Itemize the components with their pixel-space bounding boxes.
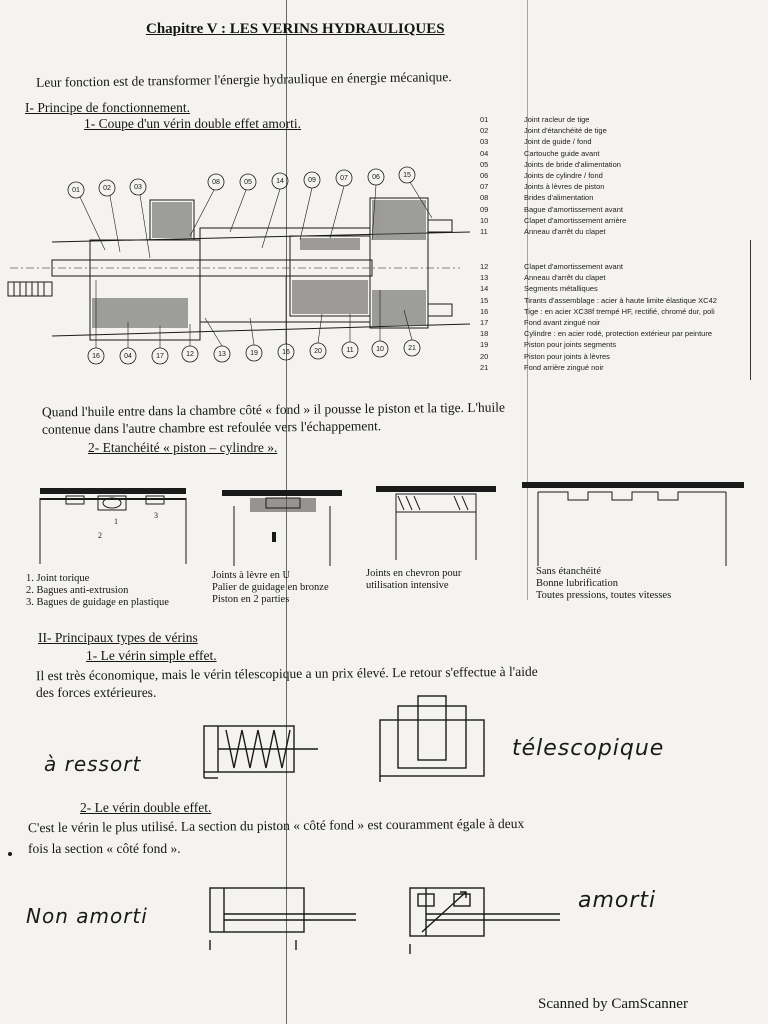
section2-heading: II- Principaux types de vérins (38, 630, 198, 645)
cylinder-cross-section (0, 140, 470, 380)
explanation-line-1: Quand l'huile entre dans la chambre côté « fond » il pousse le piston et la tige. L'huile (41, 399, 506, 420)
seal-caption-1: 1. Joint torique 2. Bagues anti-extrusion 3. Bagues de guidage en plastique (26, 573, 169, 608)
callout-label: 19 (250, 350, 258, 357)
section1-heading: I- Principe de fonctionnement. (25, 100, 190, 115)
callout-label: 07 (340, 175, 348, 182)
parts-legend-2: 12 Clapet d'amortissement avant 13 Anneau d'arrêt du clapet 14 Segments métalliques 15 Tirants d'assemblage : acier à haute limite élastique XC42 16 Tige : en acier XC38f trempé HF, rectifié, chromé dur, poli 17 Fond avant zingué noir 18 Cylindre : en acier rodé, protection extérieur par peinture 19 Piston pour joints segments 20 Piston pour joints à lèvres 21 Fond arrière zingué noir (480, 262, 717, 372)
spring-cylinder-symbol (198, 716, 324, 782)
seal-caption-3: Joints en chevron pour utilisation intensive (366, 568, 462, 591)
margin-mark (750, 240, 751, 380)
seal-label: 2 (98, 531, 102, 540)
bullet-dot (8, 852, 12, 856)
callout-label: 15 (403, 172, 411, 179)
double-acting-cushioned-symbol (404, 880, 564, 960)
callout-label: 03 (134, 184, 142, 191)
seal-figure-o-ring (36, 484, 188, 570)
seal-figure-u-lip (220, 488, 346, 570)
double-effect-text-2: fois la section « côté fond ». (28, 841, 181, 856)
explanation-line-2: contenue dans l'autre chambre est refoulée vers l'échappement. (41, 418, 382, 437)
seal-caption-4: Sans étanchéité Bonne lubrification Toutes pressions, toutes vitesses (536, 566, 672, 601)
handwritten-telescopic: télescopique (512, 736, 665, 761)
seal-label: 3 (154, 511, 158, 520)
callout-label: 21 (408, 345, 416, 352)
handwritten-amorti: amorti (578, 888, 657, 913)
callout-label: 09 (308, 177, 316, 184)
callout-label: 20 (314, 348, 322, 355)
callout-label: 08 (212, 179, 220, 186)
callout-label: 11 (346, 347, 354, 354)
piston-rod (52, 260, 372, 276)
rod-thread (8, 282, 52, 296)
scanner-watermark: Scanned by CamScanner (538, 996, 688, 1012)
seal-caption-2: Joints à lèvre en U Palier de guidage en bronze Piston en 2 parties (212, 570, 329, 605)
section1-sub2: 2- Etanchéité « piston – cylindre ». (88, 440, 278, 455)
handwritten-non-amorti: Non amorti (26, 904, 148, 928)
section1-sub1: 1- Coupe d'un vérin double effet amorti. (84, 116, 302, 131)
seal-figure-chevron (374, 484, 498, 564)
callout-label: 13 (218, 351, 226, 358)
callout-label: 16 (92, 353, 100, 360)
seal-label: 1 (114, 517, 118, 526)
callout-label: 12 (186, 351, 194, 358)
chapter-title: Chapitre V : LES VERINS HYDRAULIQUES (146, 21, 445, 37)
simple-effect-text-2: des forces extérieures. (36, 685, 157, 700)
double-effect-text-1: C'est le vérin le plus utilisé. La section du piston « côté fond » est couramment égale à deux (27, 815, 525, 836)
intro-text: Leur fonction est de transformer l'énergie hydraulique en énergie mécanique. (35, 69, 452, 90)
section2-sub2: 2- Le vérin double effet. (80, 800, 212, 815)
callout-label: 17 (156, 353, 164, 360)
callout-label: 16 (282, 349, 290, 356)
callout-label: 10 (376, 346, 384, 353)
parts-legend-1: 01 Joint racleur de tige 02 Joint d'étanchéité de tige 03 Joint de guide / fond 04 Cartouche guide avant 05 Joints de bride d'alimentation 06 Joints de cylindre / fond 07 Joints à lèvres de piston 08 Brides d'alimentation 09 Bague d'amortissement avant 10 Clapet d'amortissement arrière 11 Anneau d'arrêt du clapet (480, 115, 627, 237)
callout-label: 14 (276, 178, 284, 185)
callout-label: 01 (72, 187, 80, 194)
simple-effect-text-1: Il est très économique, mais le vérin télescopique a un prix élevé. Le retour s'effectue à l'aide (35, 663, 538, 684)
seal-figure-no-seal (520, 480, 746, 570)
handwritten-spring: à ressort (44, 752, 142, 776)
callout-label: 02 (103, 185, 111, 192)
telescopic-cylinder-symbol (374, 694, 490, 784)
section2-sub1: 1- Le vérin simple effet. (86, 648, 217, 663)
callout-label: 04 (124, 353, 132, 360)
callout-label: 06 (372, 174, 380, 181)
double-acting-non-cushioned-symbol (196, 880, 362, 956)
callout-label: 05 (244, 179, 252, 186)
